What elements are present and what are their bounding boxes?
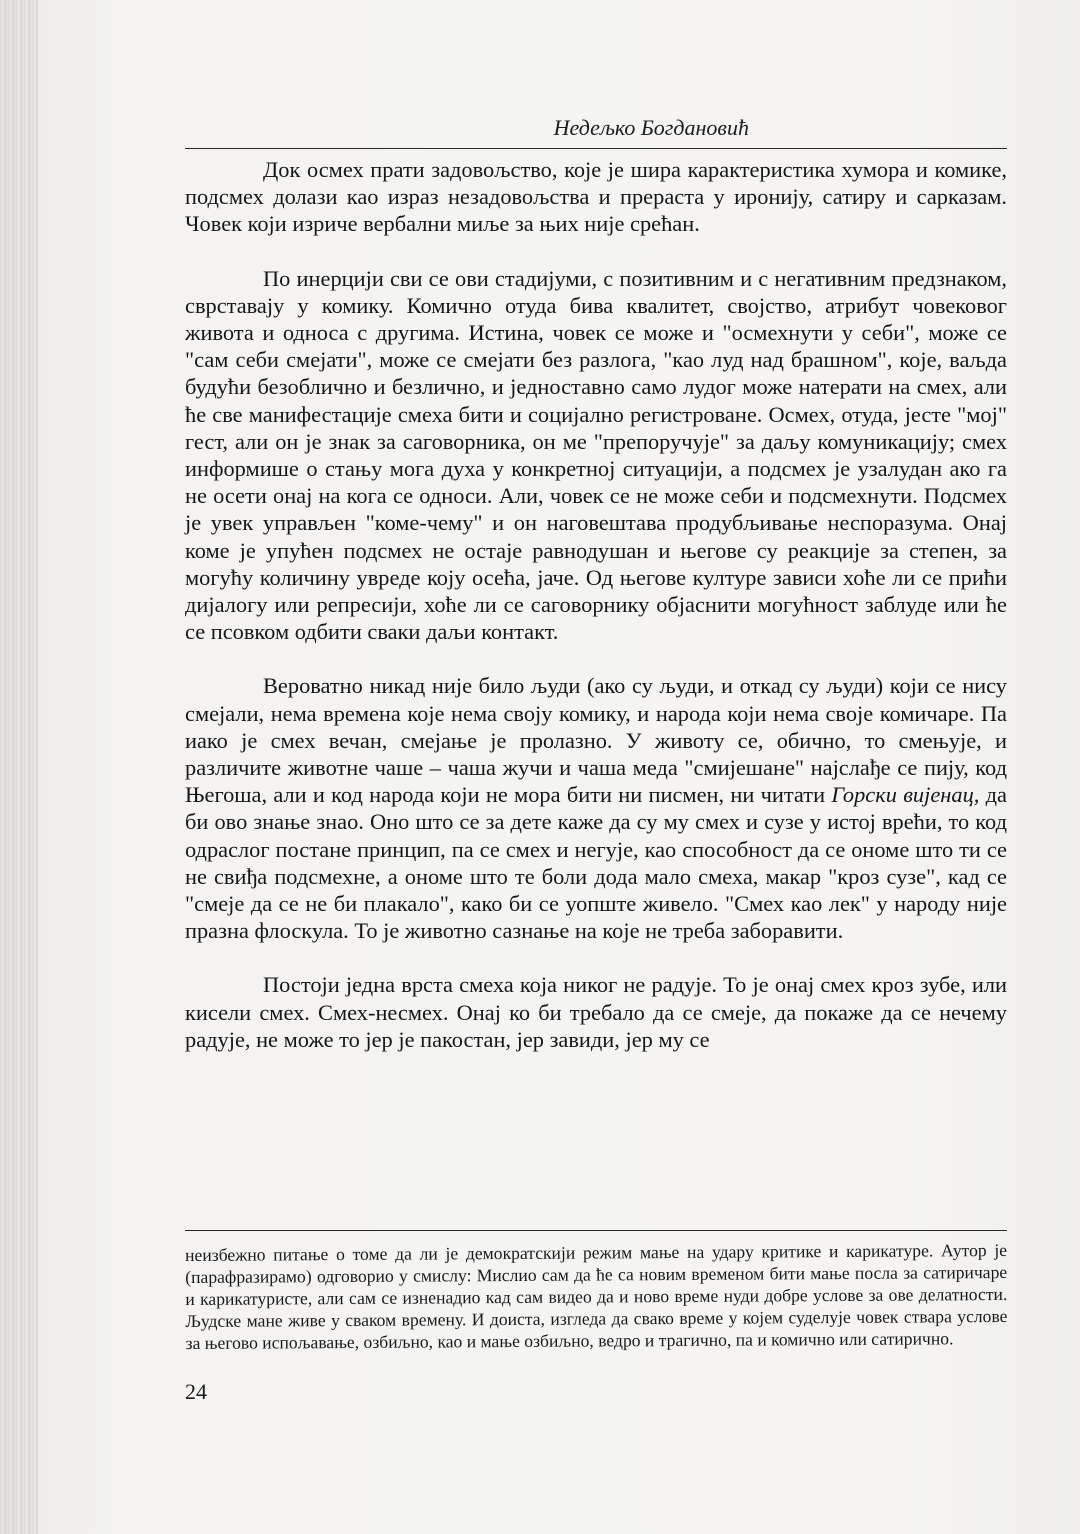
footnote-text: неизбежно питање о томе да ли је демократскији режим мање на удару критике и карикатуре. Аутор је (парафразирамо) одговорио у смислу: Мислио сам да ће са новим временом бити мање посла за сатиричаре и карикатуристе, али сам се изненадио кад сам видео да и ново време нуди добре услове за ове делатности. Људске мане живе у сваком времену. И доиста, изгледа да свако време у којем суделује човек ствара услове за његово испољавање, озбиљно, као и мање озбиљно, ведро и трагично, па и комично или сатирично. (185, 1239, 1008, 1353)
page-number: 24 (185, 1379, 207, 1404)
page-header (185, 108, 1007, 149)
paragraph-text: Вероватно никад није било људи (ако су људи, и откад су људи) који се нису смејали, нема времена које нема своју комику, и народа који нема своје комичаре. Па иако је смех вечан, смејање је пролазно. У животу се, обично, то смењује, и различите животне чаше – чаша жучи и чаша меда "смијешане" најслађе се пију, код Његоша, али и код народа који не мора бити ни писмен, ни читати (185, 673, 1007, 808)
paragraph: Постоји једна врста смеха која никог не радује. То је онај смех кроз зубе, или кисели смех. Смех-несмех. Онај ко би требало да се смеје, да покаже да се нечему радује, не може то јер је пакостан, јер завиди, јер му се (185, 972, 1007, 1052)
running-head: Недељко Богдановић (553, 115, 749, 140)
book-title: Горски вијенац, (831, 782, 980, 808)
paragraph: Док осмех прати задовољство, које је шира карактеристика хумора и комике, подсмех долази као израз незадовољства и прераста у иронију, сатиру и сарказам. Човек који изриче вербални миље за њих није срећан. (185, 157, 1007, 237)
paragraph (185, 672, 1007, 944)
page-stack-edges (0, 0, 38, 1534)
main-text (185, 156, 1007, 1080)
footnote (185, 1239, 1008, 1354)
paragraph: По инерцији сви се ови стадијуми, с позитивним и с негативним предзнаком, сврставају у комику. Комично отуда бива квалитет, својство, атрибут човековог живота и односа с другима. Истина, човек се може и "осмехнути у себи", може се "сам себи смејати", може се смејати без разлога, "као луд над брашном", које, ваљда будући безоблично и безлично, и једноставно само лудог може натерати на смех, али ће све манифестације смеха бити и социјално регистроване. Осмех, отуда, јесте "мој" гест, али он је знак за саговорника, он ме "препоручује" за даљу комуникацију; смех информише о стању мога духа у конкретној ситуацији, а подсмех је узалудан ако га не осети онај на кога се односи. Али, човек се не може себи и подсмехнути. Подсмех је увек управљен "коме-чему" и он наговештава продубљивање неспоразума. Онај коме је упућен подсмех не остаје равнодушан и његове су реакције за степен, за могућу количину увреде коју осећа, јаче. Од његове културе зависи хоће ли се прићи дијалогу или репресији, хоће ли се саговорнику објаснити могућност заблуде или ће се псовком одбити сваки даљи контакт. (185, 265, 1007, 645)
paragraph-text: да би ово знање знао. Оно што се за дете каже да су му смех и сузе у истој врећи, то код одраслог постане принцип, па се смех и негује, као способност да се ономе што ти се не свиђа подсмехне, а ономе што те боли дода мало смеха, макар "кроз сузе", кад се "смеје да се не би плакало", како би се уопште живело. "Смех као лек" у народу није празна флоскула. То је животно сазнање на које не треба заборавити. (185, 782, 1007, 944)
footnote-divider (185, 1230, 1007, 1231)
